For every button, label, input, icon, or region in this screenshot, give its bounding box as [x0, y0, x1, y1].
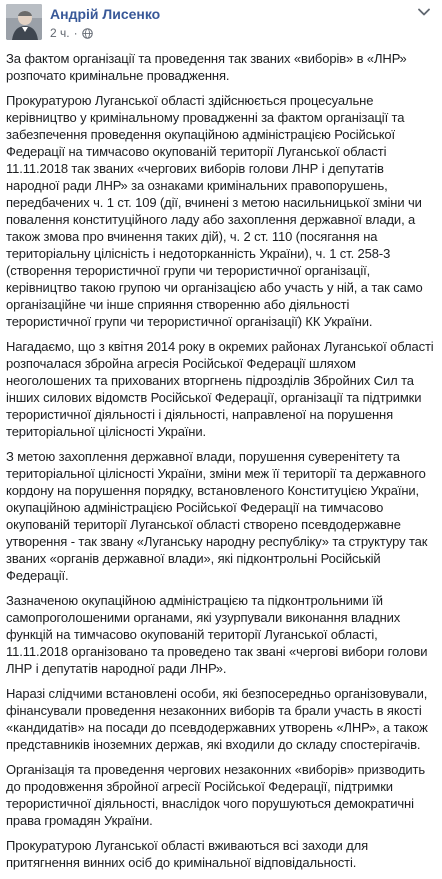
post-paragraph: Прокуратурою Луганської області вживаються всі заходи для притягнення винних осіб до кримінальної відповідальності. [6, 838, 369, 870]
post-paragraph: Зазначеною окупаційною адміністрацією та підконтрольними їй самопроголошеними органами, які узурпували виконання владних функцій на тимчасово окупованій території Луганської області, 11.11.2018 організовано та проведено так звані «чергові вибори голови ЛНР і депутатів народної ради ЛНР». [6, 593, 428, 676]
post-timestamp[interactable]: 2 ч. [50, 26, 70, 40]
post-paragraph: З метою захоплення державної влади, порушення суверенітету та територіальної цілісності України, зміни меж її території та державного кордону на порушення порядку, встановленого Конституцією України, окупаційною адміністрацією Російської Федерації на тимчасово окупованій території Луганської області створено псевдодержавне утворення - так звану «Луганську народну республіку» та структуру так званих «органів державної влади», які підконтрольні Російській Федерації. [6, 449, 428, 583]
post-time-row [50, 25, 160, 41]
post-paragraph: За фактом організації та проведення так званих «виборів» в «ЛНР» розпочато кримінальне провадження. [6, 51, 407, 83]
post-header [6, 4, 160, 44]
post-meta [50, 4, 160, 41]
post-paragraph: Прокуратурою Луганської області здійснюється процесуальне керівництво у кримінальному провадженні за фактом організації та забезпечення проведення окупаційною адміністрацією Російської Федерації на тимчасово окупованій території Луганської області 11.11.2018 так званих «чергових виборів голови ЛНР і депутатів народної ради ЛНР» за ознаками кримінальних правопорушень, передбачених ч. 1 ст. 109 (дії, вчинені з метою насильницької зміни чи повалення конституційного ладу або захоплення державної влади, а також змова про вчинення таких дій), ч. 2 ст. 110 (посягання на територіальну цілісність і недоторканність України), ч. 1 ст. 258-3 (створення терористичної групи чи терористичної організації, керівництво такою групою чи організацією або участь у ній, а так само організаційне чи інше сприяння створенню або діяльності терористичної групи чи терористичної організації) КК України. [6, 93, 423, 329]
globe-icon[interactable] [82, 28, 93, 39]
avatar[interactable] [6, 4, 42, 40]
post-paragraph: Наразі слідчими встановлені особи, які безпосередньо організовували, фінансували проведення незаконних виборів та брали участь в якості «кандидатів» на посади до псевдодержавних утворень «ЛНР», а також представників іноземних держав, які входили до складу спостерігачів. [6, 686, 428, 752]
author-name[interactable]: Андрій Лисенко [50, 6, 161, 22]
post-paragraph: Нагадаємо, що з квітня 2014 року в окремих районах Луганської області розпочалася збройна агресія Російської Федерації шляхом неоголошених та прихованих вторгнень підрозділів Збройних Сил та інших силових відомств Російської Федерації, організації та підтримки терористичної діяльності і діяльності, направленої на порушення територіальної цілісності України. [6, 339, 434, 439]
meta-separator: · [73, 26, 78, 40]
post-body [6, 50, 434, 879]
chevron-down-icon[interactable] [414, 2, 434, 22]
avatar-photo-icon [6, 4, 42, 40]
post-paragraph: Організація та проведення чергових незаконних «виборів» призводить до продовження збройної агресії Російської Федерації, підтримки терористичної діяльності, внаслідок чого порушуються демократичні права громадян України. [6, 762, 426, 828]
